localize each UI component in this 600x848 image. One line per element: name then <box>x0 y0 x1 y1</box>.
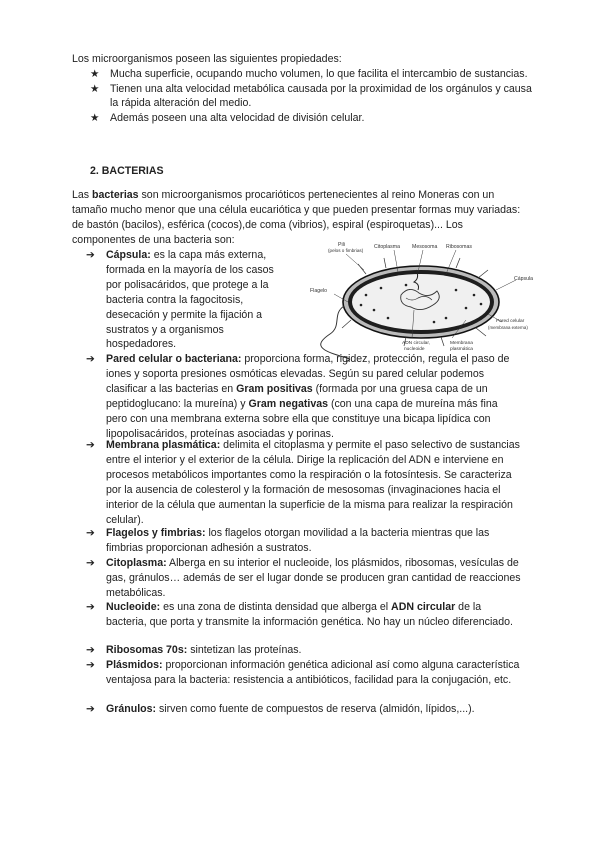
label-pili-2: (pelos o fimbrias) <box>328 248 364 253</box>
list-item: ★ Tienen una alta velocidad metabólica causada por la proximidad de los orgánulos y causa la rápida alteración del medio. <box>90 82 532 110</box>
arrow-icon: ➔ <box>86 703 95 715</box>
list-item: ★ Mucha superficie, ocupando mucho volumen, lo que facilita el intercambio de sustancias. <box>90 67 528 80</box>
label-capsula: Cápsula <box>514 276 534 282</box>
properties-list <box>72 67 542 126</box>
bacteria-term: bacterias <box>92 189 139 201</box>
label-membrana-2: plasmática <box>450 347 473 352</box>
arrow-icon: ➔ <box>86 527 95 539</box>
section-heading: 2. BACTERIAS <box>90 165 164 177</box>
cytoplasm <box>352 274 490 330</box>
star-bullet-icon: ★ <box>90 112 100 125</box>
label-mesosoma: Mesosoma <box>412 244 438 250</box>
component-capsula: ➔ Cápsula: es la capa más externa, formada en la mayoría de los casos por polisacáridos, que protege a la bacteria contra la fagocitosis, desecación y permite la fijación a sustratos y a organismos hospedadores. <box>86 249 274 351</box>
star-bullet-icon: ★ <box>90 82 100 95</box>
label-membrana: Membrana <box>450 341 473 346</box>
component-plasmidos: ➔ Plásmidos: proporcionan información genética adicional así como alguna característica ventajosa para la bacteria: resistencia a antibióticos, facilidad para la conjugación, etc. <box>86 659 520 686</box>
component-flagelos: ➔ Flagelos y fimbrias: los flagelos otorgan movilidad a la bacteria mientras que las fimbrias proporcionan adhesión a sustratos. <box>86 527 490 554</box>
component-membrana: ➔ Membrana plasmática: delimita el citoplasma y permite el paso selectivo de sustancias entre el interior y el exterior de la célula. Dirige la replicación del ADN e interviene en procesos metabólicos importantes como la respiración o la fotosíntesis. Se caracteriza por la ausencia de colesterol y la formación de mesosomas (invaginaciones hacia el interior de la célula que aumentan la superficie de la misma para realizar la respiración celular). <box>86 439 520 526</box>
component-nucleoide: ➔ Nucleoide: es una zona de distinta densidad que alberga el ADN circular de la bacteria, que porta y transmite la información genética. No hay un núcleo diferenciado. <box>86 601 513 628</box>
list-item: ★ Además poseen una alta velocidad de división celular. <box>90 112 365 125</box>
component-citoplasma: ➔ Citoplasma: Alberga en su interior el nucleoide, los plásmidos, ribosomas, vesículas de gas, gránulos… además de ser el lugar donde se producen gran cantidad de reacciones metabólicas. <box>86 557 521 599</box>
bacteria-diagram <box>306 240 546 362</box>
arrow-icon: ➔ <box>86 557 95 569</box>
arrow-icon: ➔ <box>86 644 95 656</box>
label-pared-2: (membrana externa) <box>488 325 528 330</box>
intro-lead: Los microorganismos poseen las siguientes propiedades: <box>72 53 342 65</box>
arrow-icon: ➔ <box>86 249 95 261</box>
component-granulos: ➔ Gránulos: sirven como fuente de compuestos de reserva (almidón, lípidos,...). <box>86 703 475 715</box>
label-citoplasma: Citoplasma <box>374 244 400 250</box>
arrow-icon: ➔ <box>86 601 95 613</box>
label-flagelo: Flagelo <box>310 288 328 294</box>
arrow-icon: ➔ <box>86 659 95 671</box>
bacteria-paragraph: Las bacterias son microorganismos procarióticos pertenecientes al reino Moneras con un tamaño mucho menor que una célula eucariótica y que pueden presentar formas muy variadas: de bastón (bacilos), esférica (cocos),de coma (vibrios), espiral (espiroquetas)... Los componentes de una bacteria son: <box>72 189 521 246</box>
label-adn: ADN circular, <box>402 341 430 346</box>
label-adn-2: nucleoide <box>404 347 425 352</box>
arrow-icon: ➔ <box>86 353 95 365</box>
label-pili: Pili <box>338 242 345 248</box>
intro-block <box>72 52 542 126</box>
label-pared: Pared celular <box>496 319 525 324</box>
component-ribosomas: ➔ Ribosomas 70s: sintetizan las proteínas. <box>86 644 302 656</box>
label-ribosomas: Ribosomas <box>446 244 472 250</box>
component-pared: ➔ Pared celular o bacteriana: proporciona forma, rigidez, protección, regula el paso de iones y soporta presiones osmóticas elevadas. Según su pared celular podemos clasificar a las bacterias en Gram positivas (formada por una gruesa capa de un peptidoglucano: la mureína) y Gram negativas (con una capa de mureína más fina pero con una membrana externa sobre ella que constituye una bicapa lipídica con lipopolisacáridos, proteínas asociadas y porinas. <box>86 353 510 440</box>
star-bullet-icon: ★ <box>90 67 100 80</box>
arrow-icon: ➔ <box>86 439 95 451</box>
